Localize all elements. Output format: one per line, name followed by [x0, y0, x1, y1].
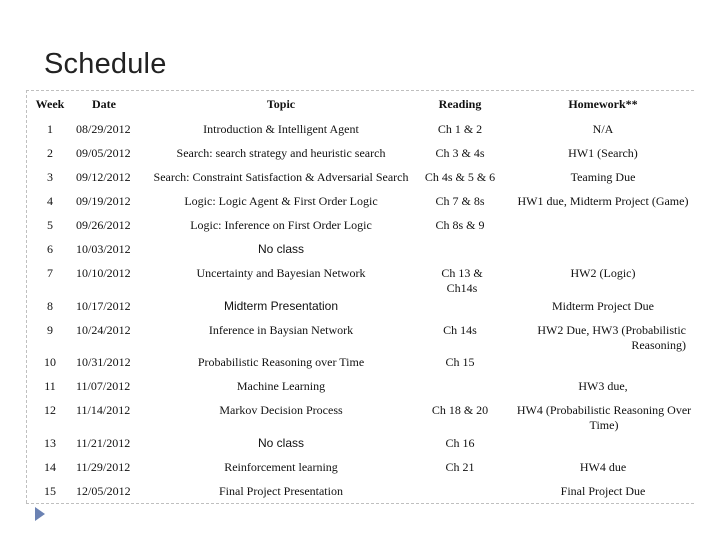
row-week: 8 — [47, 299, 53, 313]
row-reading: Ch 3 & 4s — [435, 146, 485, 160]
row-homework: HW1 (Search) — [568, 146, 638, 160]
row-topic: Search: search strategy and heuristic search — [176, 146, 386, 160]
header-homework: Homework** — [568, 97, 638, 111]
row-week: 13 — [44, 436, 56, 450]
row-week: 7 — [47, 266, 53, 280]
frame-bottom-divider — [26, 503, 694, 504]
row-reading: Ch 8s & 9 — [435, 218, 485, 232]
row-reading: Ch 13 & Ch14s — [441, 266, 483, 295]
row-date: 11/07/2012 — [76, 379, 131, 393]
frame-top-divider — [26, 90, 694, 91]
frame-left-divider — [26, 90, 27, 503]
row-topic: Final Project Presentation — [219, 484, 343, 498]
row-week: 3 — [47, 170, 53, 184]
row-date: 10/03/2012 — [76, 242, 131, 256]
row-homework: Midterm Project Due — [552, 299, 654, 313]
row-reading: Ch 16 — [445, 436, 475, 450]
row-date: 10/24/2012 — [76, 323, 131, 337]
row-date: 11/21/2012 — [76, 436, 131, 450]
header-topic: Topic — [266, 97, 296, 111]
row-week: 9 — [47, 323, 53, 337]
row-topic: Uncertainty and Bayesian Network — [196, 266, 366, 280]
row-date: 10/31/2012 — [76, 355, 131, 369]
row-topic: No class — [257, 242, 304, 256]
row-date: 10/10/2012 — [76, 266, 131, 280]
row-week: 1 — [47, 122, 53, 136]
row-topic: Introduction & Intelligent Agent — [203, 122, 359, 136]
row-week: 14 — [44, 460, 56, 474]
row-date: 08/29/2012 — [76, 122, 131, 136]
row-date: 09/12/2012 — [76, 170, 131, 184]
row-week: 15 — [44, 484, 56, 498]
row-topic: Logic: Inference on First Order Logic — [190, 218, 372, 232]
row-date: 09/05/2012 — [76, 146, 131, 160]
row-topic: Midterm Presentation — [223, 299, 339, 313]
header-week: Week — [35, 97, 65, 111]
row-topic: Machine Learning — [236, 379, 326, 393]
row-homework: N/A — [592, 122, 614, 136]
row-topic: Reinforcement learning — [224, 460, 338, 474]
row-homework: HW1 due, Midterm Project (Game) — [517, 194, 689, 208]
row-week: 2 — [47, 146, 53, 160]
row-week: 10 — [44, 355, 56, 369]
row-reading: Ch 21 — [445, 460, 475, 474]
row-date: 11/14/2012 — [76, 403, 131, 417]
slide-title: Schedule — [44, 48, 167, 80]
row-reading: Ch 4s & 5 & 6 — [424, 170, 496, 184]
row-homework: HW4 (Probabilistic Reasoning Over Time) — [516, 403, 692, 432]
row-date: 12/05/2012 — [76, 484, 131, 498]
row-date: 10/17/2012 — [76, 299, 131, 313]
header-date: Date — [92, 97, 116, 111]
row-reading: Ch 15 — [445, 355, 475, 369]
row-homework: HW3 due, — [578, 379, 628, 393]
row-homework: HW2 Due, HW3 (Probabilistic Reasoning) — [537, 323, 686, 352]
row-reading: Ch 18 & 20 — [431, 403, 489, 417]
row-homework: HW2 (Logic) — [570, 266, 636, 280]
row-homework: HW4 due — [579, 460, 627, 474]
row-topic: No class — [257, 436, 304, 450]
row-topic: Inference in Baysian Network — [208, 323, 354, 337]
row-reading: Ch 1 & 2 — [437, 122, 483, 136]
row-topic: Markov Decision Process — [219, 403, 343, 417]
row-date: 09/19/2012 — [76, 194, 131, 208]
row-reading: Ch 14s — [443, 323, 477, 337]
row-date: 11/29/2012 — [76, 460, 131, 474]
row-week: 11 — [44, 379, 56, 393]
row-week: 4 — [47, 194, 53, 208]
header-reading: Reading — [438, 97, 482, 111]
row-reading: Ch 7 & 8s — [435, 194, 485, 208]
row-week: 6 — [47, 242, 53, 256]
row-topic: Logic: Logic Agent & First Order Logic — [184, 194, 378, 208]
row-date: 09/26/2012 — [76, 218, 131, 232]
triangle-bullet-icon — [35, 507, 45, 521]
row-topic: Search: Constraint Satisfaction & Adversarial Search — [153, 170, 409, 184]
row-homework: Final Project Due — [560, 484, 646, 498]
row-topic: Probabilistic Reasoning over Time — [197, 355, 365, 369]
row-week: 5 — [47, 218, 53, 232]
row-homework: Teaming Due — [570, 170, 636, 184]
row-week: 12 — [44, 403, 56, 417]
